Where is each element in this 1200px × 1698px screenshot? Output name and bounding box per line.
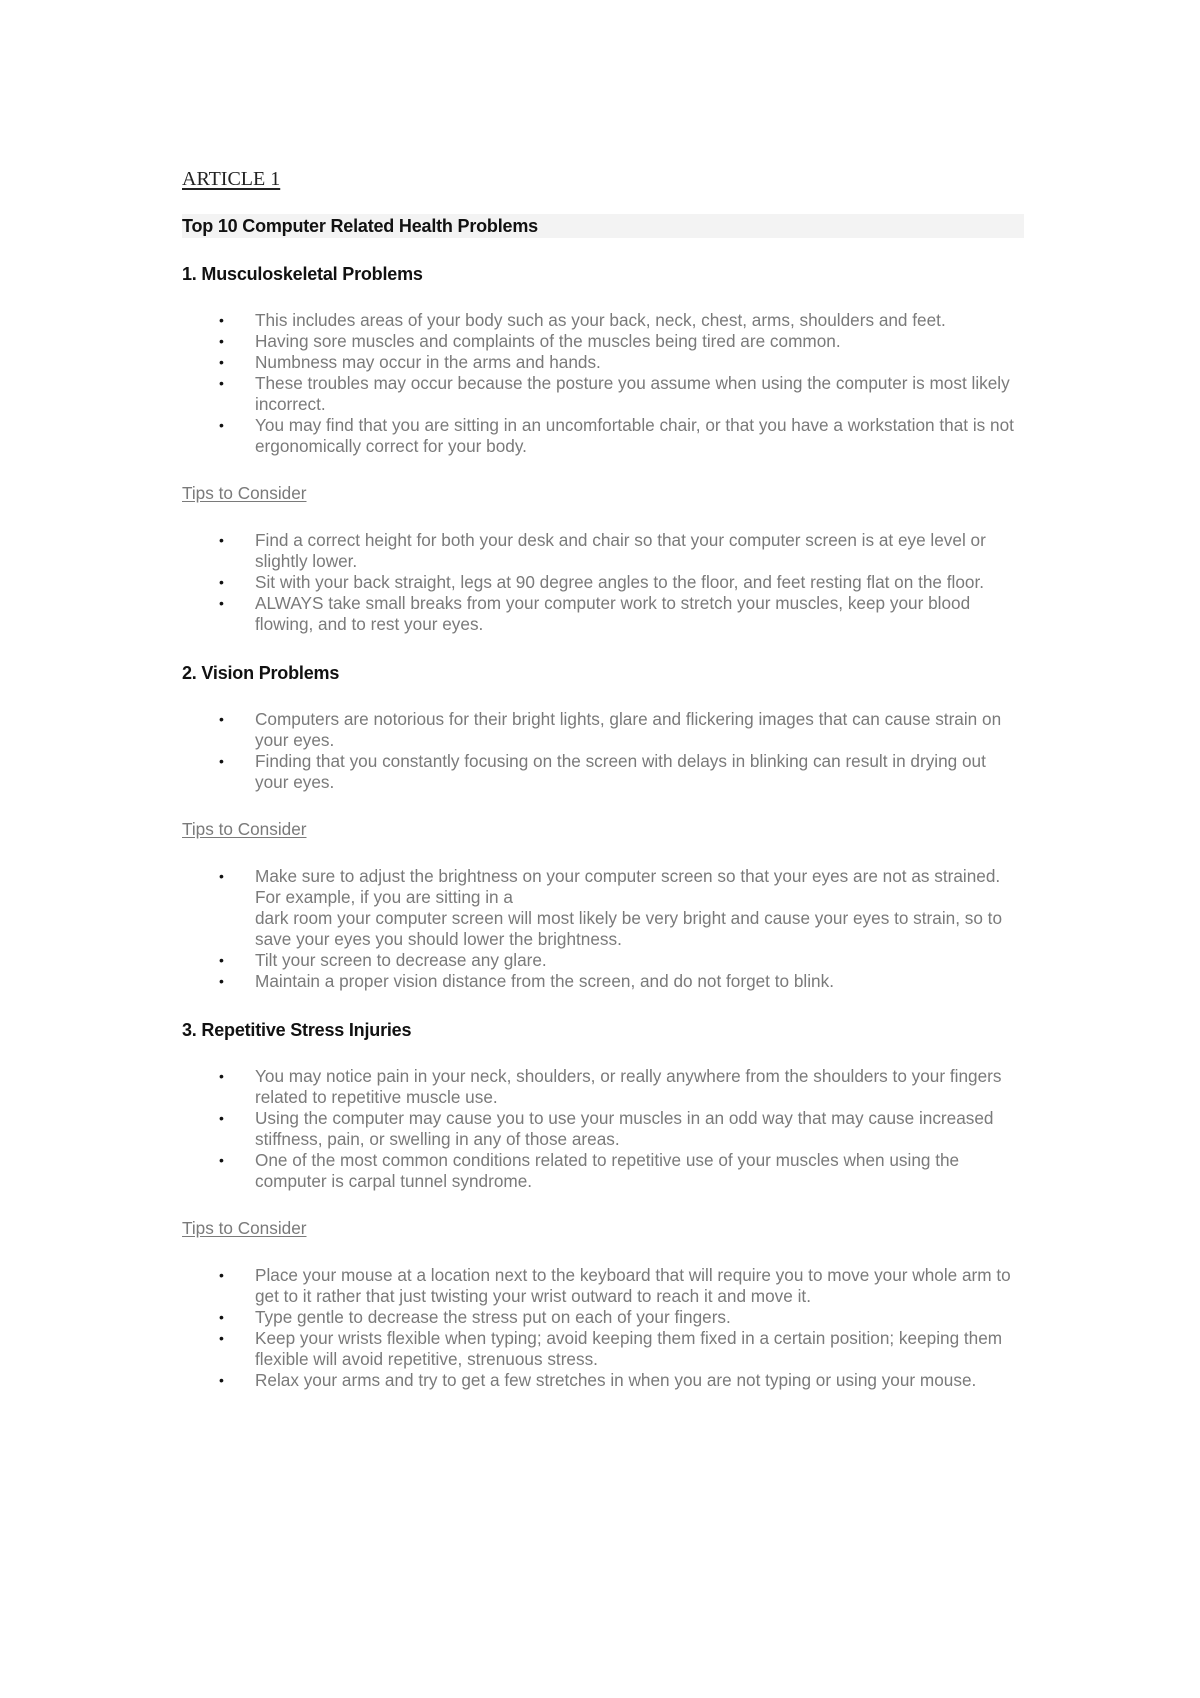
tips-list [182, 1265, 1024, 1391]
points-list [182, 1066, 1024, 1192]
list-item [182, 572, 1024, 593]
list-item [182, 866, 1024, 950]
list-item-text: Having sore muscles and complaints of the muscles being tired are common. [255, 331, 841, 351]
list-item [182, 950, 1024, 971]
list-item [182, 593, 1024, 635]
bullet-icon: • [219, 1152, 224, 1168]
list-item-text: You may notice pain in your neck, shoulders, or really anywhere from the shoulders to your fingers related to repetitive muscle use. [255, 1066, 1002, 1107]
list-item-text: Maintain a proper vision distance from the screen, and do not forget to blink. [255, 971, 834, 991]
tips-list [182, 530, 1024, 635]
bullet-icon: • [219, 711, 224, 727]
list-item [182, 1108, 1024, 1150]
tips-list [182, 866, 1024, 992]
list-item [182, 530, 1024, 572]
list-item-text: Finding that you constantly focusing on the screen with delays in blinking can result in drying out your eyes. [255, 751, 986, 792]
list-item-text: Using the computer may cause you to use your muscles in an odd way that may cause increased stiffness, pain, or swelling in any of those areas. [255, 1108, 994, 1149]
bullet-icon: • [219, 532, 224, 548]
list-item [182, 415, 1024, 457]
tips-label: Tips to Consider [182, 819, 307, 839]
list-item-text: This includes areas of your body such as your back, neck, chest, arms, shoulders and feet. [255, 310, 946, 330]
sections-container [182, 262, 1024, 1391]
article-label: ARTICLE 1 [182, 168, 281, 190]
bullet-icon: • [219, 1330, 224, 1346]
list-item-text: Keep your wrists flexible when typing; avoid keeping them fixed in a certain position; keeping them flexible will avoid repetitive, strenuous stress. [255, 1328, 1003, 1369]
section [182, 661, 1024, 992]
tips-label: Tips to Consider [182, 483, 307, 503]
list-item [182, 1066, 1024, 1108]
list-item-text: Make sure to adjust the brightness on your computer screen so that your eyes are not as strained. For example, if you are sitting in a dark room your computer screen will most likely be very bright and cause your eyes to strain, so to save your eyes you should lower the brightness. [255, 866, 1003, 949]
bullet-icon: • [219, 1309, 224, 1325]
list-item [182, 373, 1024, 415]
list-item [182, 331, 1024, 352]
document-title: Top 10 Computer Related Health Problems [182, 214, 1024, 238]
bullet-icon: • [219, 1068, 224, 1084]
bullet-icon: • [219, 868, 224, 884]
list-item [182, 1328, 1024, 1370]
list-item [182, 1265, 1024, 1307]
list-item-text: One of the most common conditions related to repetitive use of your muscles when using the computer is carpal tunnel syndrome. [255, 1150, 960, 1191]
list-item-text: ALWAYS take small breaks from your computer work to stretch your muscles, keep your blood flowing, and to rest your eyes. [255, 593, 971, 634]
list-item-text: You may find that you are sitting in an uncomfortable chair, or that you have a workstation that is not ergonomically correct for your body. [255, 415, 1014, 456]
document-page [182, 166, 1024, 1417]
list-item-text: Relax your arms and try to get a few stretches in when you are not typing or using your mouse. [255, 1370, 977, 1390]
bullet-icon: • [219, 333, 224, 349]
list-item [182, 310, 1024, 331]
list-item-text: Sit with your back straight, legs at 90 degree angles to the floor, and feet resting flat on the floor. [255, 572, 984, 592]
list-item-text: Numbness may occur in the arms and hands. [255, 352, 601, 372]
bullet-icon: • [219, 375, 224, 391]
list-item [182, 709, 1024, 751]
section-heading: 3. Repetitive Stress Injuries [182, 1020, 412, 1040]
section [182, 262, 1024, 635]
bullet-icon: • [219, 1267, 224, 1283]
list-item-text: Computers are notorious for their bright lights, glare and flickering images that can cause strain on your eyes. [255, 709, 1002, 750]
list-item-text: Place your mouse at a location next to the keyboard that will require you to move your whole arm to get to it rather that just twisting your wrist outward to reach it and move it. [255, 1265, 1011, 1306]
list-item-text: Find a correct height for both your desk and chair so that your computer screen is at eye level or slightly lower. [255, 530, 986, 571]
bullet-icon: • [219, 417, 224, 433]
bullet-icon: • [219, 952, 224, 968]
section [182, 1018, 1024, 1391]
bullet-icon: • [219, 1110, 224, 1126]
points-list [182, 310, 1024, 457]
list-item [182, 1150, 1024, 1192]
section-heading: 1. Musculoskeletal Problems [182, 264, 423, 284]
bullet-icon: • [219, 1372, 224, 1388]
tips-label: Tips to Consider [182, 1218, 307, 1238]
bullet-icon: • [219, 354, 224, 370]
bullet-icon: • [219, 595, 224, 611]
list-item [182, 1307, 1024, 1328]
list-item [182, 751, 1024, 793]
list-item-text: Tilt your screen to decrease any glare. [255, 950, 547, 970]
list-item [182, 352, 1024, 373]
list-item [182, 1370, 1024, 1391]
bullet-icon: • [219, 753, 224, 769]
list-item-text: Type gentle to decrease the stress put on each of your fingers. [255, 1307, 731, 1327]
bullet-icon: • [219, 574, 224, 590]
bullet-icon: • [219, 312, 224, 328]
points-list [182, 709, 1024, 793]
section-heading: 2. Vision Problems [182, 663, 340, 683]
list-item-text: These troubles may occur because the posture you assume when using the computer is most likely incorrect. [255, 373, 1010, 414]
bullet-icon: • [219, 973, 224, 989]
list-item [182, 971, 1024, 992]
